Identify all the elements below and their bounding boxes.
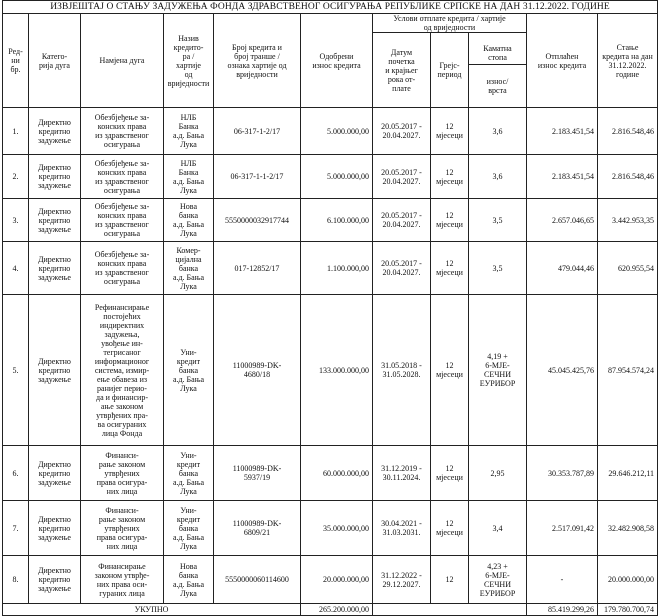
header-rate-sub: износ/ врста bbox=[486, 77, 509, 95]
cell-dates: 31.12.2022 - 29.12.2027. bbox=[373, 556, 431, 604]
cell-dates: 20.05.2017 - 20.04.2027. bbox=[373, 155, 431, 199]
cell-no: 5. bbox=[3, 295, 29, 446]
cell-balance: 87.954.574,24 bbox=[598, 295, 658, 446]
cell-rate: 3,5 bbox=[469, 242, 527, 295]
header-grace: Грејс- период bbox=[431, 33, 469, 108]
total-repaid: 85.419.299,26 bbox=[527, 604, 598, 616]
cell-creditor: Уни- кредит банка а.д. Бања Лука bbox=[164, 501, 214, 556]
cell-repaid: 2.657.046,65 bbox=[527, 199, 598, 242]
header-category: Катего- рија дуга bbox=[29, 14, 81, 108]
cell-creditor: Уни- кредит банка а.д. Бања Лука bbox=[164, 295, 214, 446]
cell-grace: 12 bbox=[431, 556, 469, 604]
table-row bbox=[3, 446, 658, 501]
cell-category: Директно кредитно задужење bbox=[29, 446, 81, 501]
cell-balance: 620.955,54 bbox=[598, 242, 658, 295]
debt-report-table bbox=[2, 0, 658, 616]
title-row bbox=[3, 1, 658, 14]
cell-repaid: 45.045.425,76 bbox=[527, 295, 598, 446]
cell-purpose: Обезбјеђење за- конских права из здравственог осигурања bbox=[81, 199, 164, 242]
header-creditor: Назив кредито- ра / хартије од вриједности bbox=[164, 14, 214, 108]
cell-approved: 35.000.000,00 bbox=[301, 501, 373, 556]
cell-rate: 2,95 bbox=[469, 446, 527, 501]
cell-approved: 5.000.000,00 bbox=[301, 155, 373, 199]
total-balance: 179.780.700,74 bbox=[598, 604, 658, 616]
cell-repaid: - bbox=[527, 556, 598, 604]
cell-category: Директно кредитно задужење bbox=[29, 295, 81, 446]
table-row bbox=[3, 108, 658, 155]
table-row bbox=[3, 242, 658, 295]
cell-number: 5550000060114600 bbox=[214, 556, 301, 604]
header-rate bbox=[469, 33, 527, 108]
cell-repaid: 2.183.451,54 bbox=[527, 108, 598, 155]
cell-no: 1. bbox=[3, 108, 29, 155]
cell-balance: 3.442.953,35 bbox=[598, 199, 658, 242]
cell-dates: 20.05.2017 - 20.04.2027. bbox=[373, 199, 431, 242]
header-balance: Стање кредита на дан 31.12.2022. године bbox=[598, 14, 658, 108]
total-empty bbox=[373, 604, 527, 616]
cell-creditor: Комер- цијална банка а.д. Бања Лука bbox=[164, 242, 214, 295]
cell-grace: 12 мјесеци bbox=[431, 295, 469, 446]
cell-purpose: Обезбјеђење за- конских права из здравственог осигурања bbox=[81, 242, 164, 295]
table-row bbox=[3, 501, 658, 556]
cell-grace: 12 мјесеци bbox=[431, 501, 469, 556]
cell-creditor: Нова банка а.д. Бања Лука bbox=[164, 199, 214, 242]
cell-repaid: 30.353.787,89 bbox=[527, 446, 598, 501]
cell-category: Директно кредитно задужење bbox=[29, 242, 81, 295]
header-row-1 bbox=[3, 14, 658, 33]
table-row bbox=[3, 556, 658, 604]
cell-approved: 133.000.000,00 bbox=[301, 295, 373, 446]
table-row bbox=[3, 199, 658, 242]
header-approved: Одобрени износ кредита bbox=[301, 14, 373, 108]
cell-rate: 3,6 bbox=[469, 108, 527, 155]
total-approved: 265.200.000,00 bbox=[301, 604, 373, 616]
cell-number: 11000989-DK- 6809/21 bbox=[214, 501, 301, 556]
cell-category: Директно кредитно задужење bbox=[29, 501, 81, 556]
cell-purpose: Финансирање законом утврђе- них права оси- гураних лица bbox=[81, 556, 164, 604]
cell-category: Директно кредитно задужење bbox=[29, 155, 81, 199]
header-no: Ред- ни бр. bbox=[3, 14, 29, 108]
cell-grace: 12 мјесеци bbox=[431, 446, 469, 501]
cell-rate: 4,19 + 6-МЈЕ- СЕЧНИ ЕУРИБОР bbox=[469, 295, 527, 446]
table-row bbox=[3, 295, 658, 446]
cell-number: 017-12852/17 bbox=[214, 242, 301, 295]
cell-purpose: Финанси- рање законом утврђених права осигура- них лица bbox=[81, 501, 164, 556]
cell-number: 11000989-DK- 4680/18 bbox=[214, 295, 301, 446]
cell-dates: 31.12.2019 - 30.11.2024. bbox=[373, 446, 431, 501]
cell-number: 11000989-DK- 5937/19 bbox=[214, 446, 301, 501]
cell-balance: 2.816.548,46 bbox=[598, 155, 658, 199]
cell-repaid: 2.517.091,42 bbox=[527, 501, 598, 556]
cell-creditor: НЛБ Банка а.д. Бања Лука bbox=[164, 155, 214, 199]
cell-no: 4. bbox=[3, 242, 29, 295]
total-label: УКУПНО bbox=[3, 604, 301, 616]
cell-grace: 12 мјесеци bbox=[431, 199, 469, 242]
cell-grace: 12 мјесеци bbox=[431, 108, 469, 155]
cell-balance: 32.482.908,58 bbox=[598, 501, 658, 556]
cell-purpose: Финанси- рање законом утврђених права осигура- них лица bbox=[81, 446, 164, 501]
cell-balance: 29.646.212,11 bbox=[598, 446, 658, 501]
cell-balance: 2.816.548,46 bbox=[598, 108, 658, 155]
cell-approved: 5.000.000,00 bbox=[301, 108, 373, 155]
cell-dates: 20.05.2017 - 20.04.2027. bbox=[373, 242, 431, 295]
header-repaid: Отплаћен износ кредита bbox=[527, 14, 598, 108]
table-row bbox=[3, 155, 658, 199]
report-title: ИЗВЈЕШТАЈ О СТАЊУ ЗАДУЖЕЊА ФОНДА ЗДРАВСТВЕНОГ ОСИГУРАЊА РЕПУБЛИКЕ СРПСКЕ НА ДАН 31.12.2022. ГОДИНЕ bbox=[3, 1, 658, 14]
cell-number: 5550000032917744 bbox=[214, 199, 301, 242]
cell-category: Директно кредитно задужење bbox=[29, 108, 81, 155]
cell-approved: 60.000.000,00 bbox=[301, 446, 373, 501]
header-conditions: Услови отплате кредита / хартије од вриједности bbox=[373, 14, 527, 33]
cell-rate: 4,23 + 6-МЈЕ- СЕЧНИ ЕУРИБОР bbox=[469, 556, 527, 604]
cell-number: 06-317-1-1-2/17 bbox=[214, 155, 301, 199]
cell-category: Директно кредитно задужење bbox=[29, 556, 81, 604]
cell-category: Директно кредитно задужење bbox=[29, 199, 81, 242]
cell-balance: 20.000.000,00 bbox=[598, 556, 658, 604]
cell-creditor: Уни- кредит банка а.д. Бања Лука bbox=[164, 446, 214, 501]
cell-grace: 12 мјесеци bbox=[431, 155, 469, 199]
cell-number: 06-317-1-2/17 bbox=[214, 108, 301, 155]
cell-purpose: Обезбјеђење за- конских права из здравственог осигурања bbox=[81, 155, 164, 199]
cell-no: 3. bbox=[3, 199, 29, 242]
header-credit-number: Број кредита и број транше / ознака хартије од вриједности bbox=[214, 14, 301, 108]
header-rate-label: Каматна стопа bbox=[469, 42, 526, 65]
cell-purpose: Обезбјеђење за- конских права из здравственог осигурања bbox=[81, 108, 164, 155]
cell-no: 8. bbox=[3, 556, 29, 604]
cell-dates: 20.05.2017 - 20.04.2027. bbox=[373, 108, 431, 155]
cell-no: 7. bbox=[3, 501, 29, 556]
cell-dates: 31.05.2018 - 31.05.2028. bbox=[373, 295, 431, 446]
cell-repaid: 479.044,46 bbox=[527, 242, 598, 295]
cell-approved: 6.100.000,00 bbox=[301, 199, 373, 242]
cell-no: 2. bbox=[3, 155, 29, 199]
header-purpose: Намјена дуга bbox=[81, 14, 164, 108]
cell-rate: 3,6 bbox=[469, 155, 527, 199]
cell-grace: 12 мјесеци bbox=[431, 242, 469, 295]
cell-repaid: 2.183.451,54 bbox=[527, 155, 598, 199]
cell-dates: 30.04.2021 - 31.03.2031. bbox=[373, 501, 431, 556]
cell-rate: 3,5 bbox=[469, 199, 527, 242]
cell-purpose: Рефинансирање постојећих индиректних задужења, увођење ин- тегрисаног информационог система, измир- ење обавеза из ранијег перио- да и финансир- ање законом утврђених пра- ва осигураних лица Фонда bbox=[81, 295, 164, 446]
cell-approved: 1.100.000,00 bbox=[301, 242, 373, 295]
cell-approved: 20.000.000,00 bbox=[301, 556, 373, 604]
cell-rate: 3,4 bbox=[469, 501, 527, 556]
cell-creditor: НЛБ Банка а.д. Бања Лука bbox=[164, 108, 214, 155]
header-dates: Датум почетка и крајњег рока от- плате bbox=[373, 33, 431, 108]
cell-creditor: Нова банка а.д. Бања Лука bbox=[164, 556, 214, 604]
cell-no: 6. bbox=[3, 446, 29, 501]
total-row bbox=[3, 604, 658, 616]
